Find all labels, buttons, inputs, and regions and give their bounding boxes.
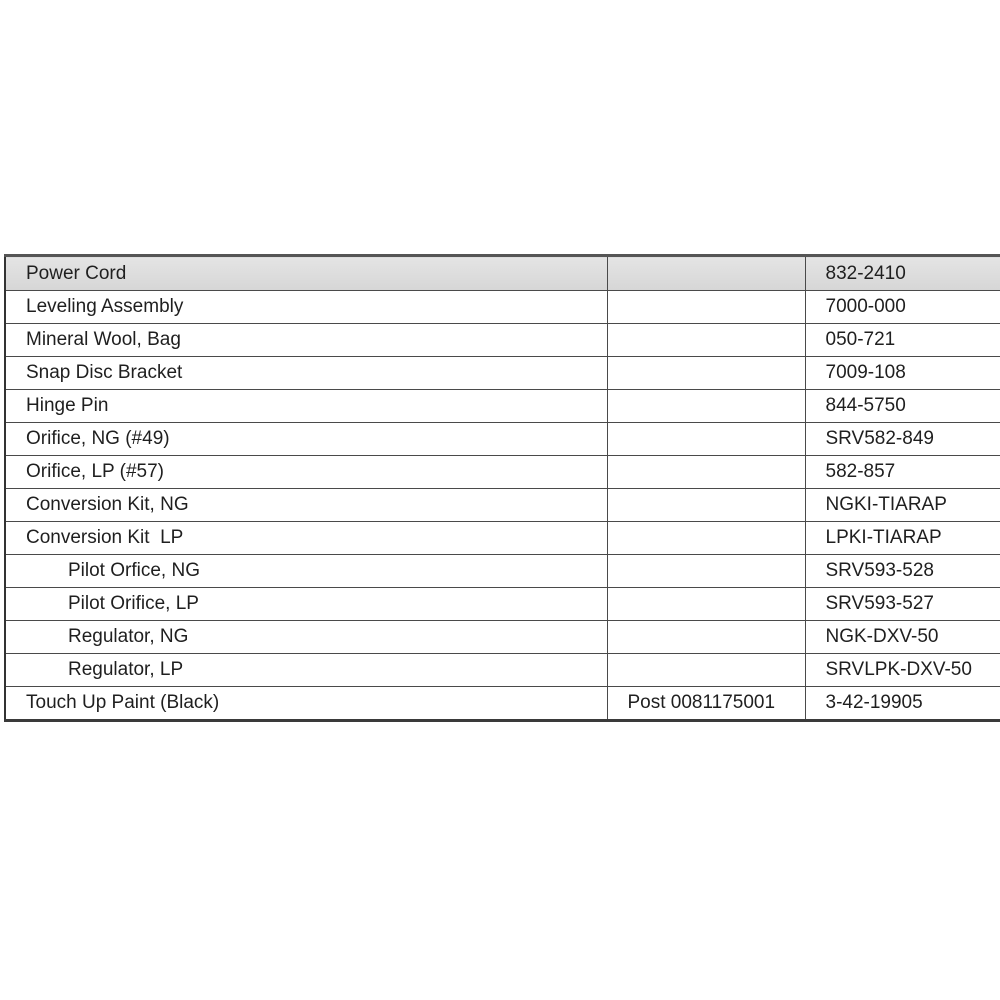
part-note bbox=[607, 357, 805, 390]
part-number: 050-721 bbox=[805, 324, 1000, 357]
part-number: 7009-108 bbox=[805, 357, 1000, 390]
part-description: Leveling Assembly bbox=[5, 291, 607, 324]
part-note bbox=[607, 588, 805, 621]
part-description: Conversion Kit, NG bbox=[5, 489, 607, 522]
part-description: Pilot Orifice, LP bbox=[5, 588, 607, 621]
table-row bbox=[5, 621, 1000, 654]
part-number: 844-5750 bbox=[805, 390, 1000, 423]
table-row bbox=[5, 357, 1000, 390]
parts-table-body bbox=[5, 256, 1000, 721]
part-description: Hinge Pin bbox=[5, 390, 607, 423]
part-note bbox=[607, 522, 805, 555]
part-number: NGKI-TIARAP bbox=[805, 489, 1000, 522]
part-description: Snap Disc Bracket bbox=[5, 357, 607, 390]
part-number: 3-42-19905 bbox=[825, 692, 923, 713]
part-description: Pilot Orfice, NG bbox=[5, 555, 607, 588]
table-row bbox=[5, 291, 1000, 324]
part-number: 582-857 bbox=[805, 456, 1000, 489]
table-row bbox=[5, 654, 1000, 687]
table-row bbox=[5, 256, 1000, 291]
table-row bbox=[5, 555, 1000, 588]
table-row bbox=[5, 489, 1000, 522]
part-description: Regulator, LP bbox=[5, 654, 607, 687]
part-note bbox=[607, 256, 805, 291]
part-note bbox=[607, 555, 805, 588]
part-description: Orifice, LP (#57) bbox=[5, 456, 607, 489]
part-note bbox=[607, 456, 805, 489]
part-number: SRV593-527 bbox=[805, 588, 1000, 621]
part-number: SRV582-849 bbox=[805, 423, 1000, 456]
part-note bbox=[607, 324, 805, 357]
part-description: Touch Up Paint (Black) bbox=[5, 687, 607, 721]
part-description: Regulator, NG bbox=[5, 621, 607, 654]
part-note bbox=[607, 390, 805, 423]
part-note bbox=[607, 423, 805, 456]
part-number: SRVLPK-DXV-50 bbox=[805, 654, 1000, 687]
part-note bbox=[607, 291, 805, 324]
table-row bbox=[5, 522, 1000, 555]
part-description: Conversion Kit LP bbox=[5, 522, 607, 555]
part-number: 832-2410 bbox=[805, 256, 1000, 291]
part-number: NGK-DXV-50 bbox=[805, 621, 1000, 654]
part-description: Power Cord bbox=[5, 256, 607, 291]
part-note bbox=[607, 621, 805, 654]
part-number: LPKI-TIARAP bbox=[805, 522, 1000, 555]
table-row bbox=[5, 687, 1000, 721]
part-description: Mineral Wool, Bag bbox=[5, 324, 607, 357]
part-note bbox=[607, 489, 805, 522]
table-row bbox=[5, 390, 1000, 423]
table-row bbox=[5, 456, 1000, 489]
table-row bbox=[5, 423, 1000, 456]
part-number: 7000-000 bbox=[805, 291, 1000, 324]
parts-table bbox=[4, 254, 1000, 722]
table-row bbox=[5, 588, 1000, 621]
part-description: Orifice, NG (#49) bbox=[5, 423, 607, 456]
part-note: Post 0081175001 bbox=[607, 687, 805, 721]
part-note bbox=[607, 654, 805, 687]
table-row bbox=[5, 324, 1000, 357]
part-number: SRV593-528 bbox=[805, 555, 1000, 588]
